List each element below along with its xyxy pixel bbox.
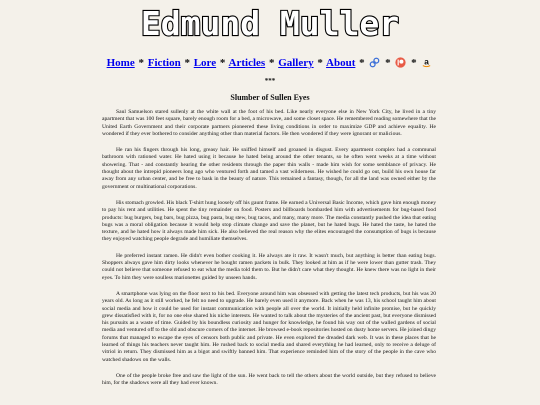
story-paragraph: He ran his fingers through his long, greasy hair. He sniffed himself and groaned in disgust. Every apartment complex had a communal bathroom with rationed water. He hated using it because he hated being around the other tenants, so he often went weeks at a time without showering. That - and constantly hearing the other residents through the paper thin walls - made him wish for some semblance of privacy. He thought about the intrepid pioneers long ago who ventured forth and tamed a vast wilderness. He wished he could go out, build his own house far away from any urban center, and be free to bask in the beauty of nature. This remained a fantasy, though, for all the land was owned either by the government or multinational corporations.: [102, 147, 436, 190]
nav-link-home[interactable]: Home: [106, 57, 135, 69]
main-nav: [0, 55, 540, 71]
nav-link-articles[interactable]: Articles: [228, 57, 266, 69]
story-paragraph: He preferred instant ramen. He didn't even bother cooking it. He always ate it raw. It wasn't much, but anything is better than eating bugs. Shoppers always gave him dirty looks whenever he bought ramen packets in bulk. They looked at him as if he were lower than gutter trash. They could not believe that someone refused to eat what the media told them to. But he didn't care what they thought. He knew there was no light in their eyes. To him they were soulless marionettes guided by unseen hands.: [102, 252, 436, 281]
nav-separator: *: [138, 57, 144, 69]
nav-separator: *: [385, 57, 391, 69]
nav-separator: *: [359, 57, 365, 69]
nav-separator: *: [317, 57, 323, 69]
nav-link-fiction[interactable]: Fiction: [147, 57, 181, 69]
nav-separator: *: [268, 57, 275, 69]
nav-separator: *: [219, 57, 226, 69]
nav-link-about[interactable]: About: [326, 57, 356, 69]
section-divider: ***: [264, 77, 276, 85]
story-paragraph: Saul Samuelson stared sullenly at the white wall at the foot of his bed. Like nearly everyone else in New York City, he lived in a tiny apartment that was 100 feet square, barely enough room for a bed, a microwave, and some closet space. He remembered reading somewhere that the United Earth Government and their corporate partners pioneered these living conditions in order to maximize GDP and achieve equality. He wondered if they ever bothered to consider anything other than material factors. He then wondered if they were ignorant or malicious.: [102, 109, 436, 137]
story-paragraph: His stomach growled. His black T-shirt hung loosely off his gaunt frame. He earned a Universal Basic Income, which gave him enough money to pay his rent and utilities. He spent the tiny remainder on food. Posters and billboards bombarded him with advertisements for bug-based food products: bug burgers, bug bars, bug pizza, bug pasta, bug stew, bug tacos, and many, many more. The media constantly pushed the idea that eating bugs was a moral obligation because it would help stop climate change and save the planet, but he hated bugs. He hated the taste, he hated the texture, and he hated how it always made him sick. He also believed the real reason why the elites encouraged the consumption of bugs is because they enjoyed watching people degrade and humiliate themselves.: [102, 199, 436, 243]
story-body: [102, 109, 436, 397]
amazon-glyph: a: [424, 57, 430, 67]
nav-link-lore[interactable]: Lore: [193, 57, 217, 69]
story-paragraph: A smartphone was lying on the floor next to his bed. Everyone around him was obsessed with getting the latest tech products, but his was 20 years old. As long as it still worked, he felt no need to upgrade. He barely even used it anymore. Back when he was 13, his school taught him about social media and how it could be used for instant communication with people all over the world. It initially held infinite promise, but he quickly grew dissatisfied with it, for no one else shared his niche interests. He wanted to talk about the mysteries of the ancient past, but everyone dismissed his pursuits as a waste of time. Guided by his boundless curiosity and hunger for knowledge, he found his way out of the walled gardens of social media and ventured off to the old and obscure corners of the internet. He browsed e-book repositories hosted on dusty home servers. He joined dingy forums that managed to escape the eyes of censors both public and private. He even explored the dreaded dark web. It was in these places that he learned of things his teachers never taught him. He rushed back to social media and shared everything he had learned, only to receive a deluge of vitriol in return. They dismissed him as a bigot and swiftly banned him. That experience reminded him of the story of the people in the cave who watched shadows on the walls.: [102, 290, 436, 363]
nav-separator: *: [184, 57, 190, 69]
site-title: Edmund Muller: [140, 4, 400, 43]
story-title: Slumber of Sullen Eyes: [230, 93, 310, 102]
patreon-icon[interactable]: [395, 57, 406, 68]
amazon-icon[interactable]: [421, 57, 432, 68]
story-paragraph: One of the people broke free and saw the light of the sun. He went back to tell the others about the world outside, but they refused to believe him, for the shadows were all they had ever known.: [102, 372, 436, 387]
nav-link-gallery[interactable]: Gallery: [278, 57, 314, 69]
link-icon[interactable]: [369, 57, 380, 68]
nav-separator: *: [411, 57, 417, 69]
